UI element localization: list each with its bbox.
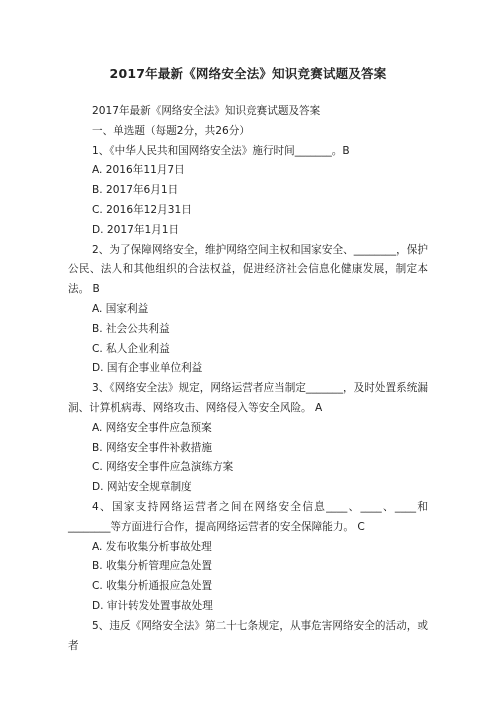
answer-option: D. 审计转发处置事故处理 (92, 599, 213, 612)
answer-option: C. 网络安全事件应急演练方案 (92, 461, 234, 474)
question-text: 1、《中华人民共和国网络安全法》施行时间_______。B (92, 144, 350, 157)
answer-option: A. 发布收集分析事故处理 (92, 540, 212, 553)
answer-option: B. 网络安全事件补救措施 (92, 441, 212, 454)
answer-option: A. 网络安全事件应急预案 (92, 421, 212, 434)
answer-option: C. 2016年12月31日 (92, 203, 192, 216)
document-subtitle: 2017年最新《网络安全法》知识竞赛试题及答案 (92, 105, 321, 117)
answer-option: B. 2017年6月1日 (92, 184, 179, 197)
section-heading: 一、单选题（每题2分，共26分） (92, 124, 250, 137)
answer-option: D. 2017年1月1日 (92, 223, 180, 236)
answer-option: B. 收集分析管理应急处置 (92, 560, 212, 573)
document-body (68, 102, 428, 656)
answer-option: C. 私人企业利益 (92, 342, 170, 355)
answer-option: A. 国家利益 (92, 302, 149, 315)
answer-option: D. 网站安全规章制度 (92, 481, 192, 494)
question-text: 3、《网络安全法》规定，网络运营者应当制定_______，及时处置系统漏洞、计算机病毒、网络攻击、网络侵入等安全风险。 A (68, 382, 428, 414)
document-title: 2017年最新《网络安全法》知识竞赛试题及答案 (109, 66, 387, 81)
answer-option: A. 2016年11月7日 (92, 164, 185, 177)
question-text: 4、国家支持网络运营者之间在网络安全信息____、____、____和________等方面进行合作，提高网络运营者的安全保障能力。 C (68, 500, 428, 533)
question-text: 2、为了保障网络安全，维护网络空间主权和国家安全、________，保护公民、法人和其他组织的合法权益，促进经济社会信息化健康发展，制定本法。 B (68, 243, 428, 296)
answer-option: D. 国有企事业单位利益 (92, 362, 203, 375)
question-text: 5、违反《网络安全法》第二十七条规定，从事危害网络安全的活动，或者 (68, 619, 428, 652)
answer-option: C. 收集分析通报应急处置 (92, 580, 213, 593)
answer-option: B. 社会公共利益 (92, 322, 170, 335)
